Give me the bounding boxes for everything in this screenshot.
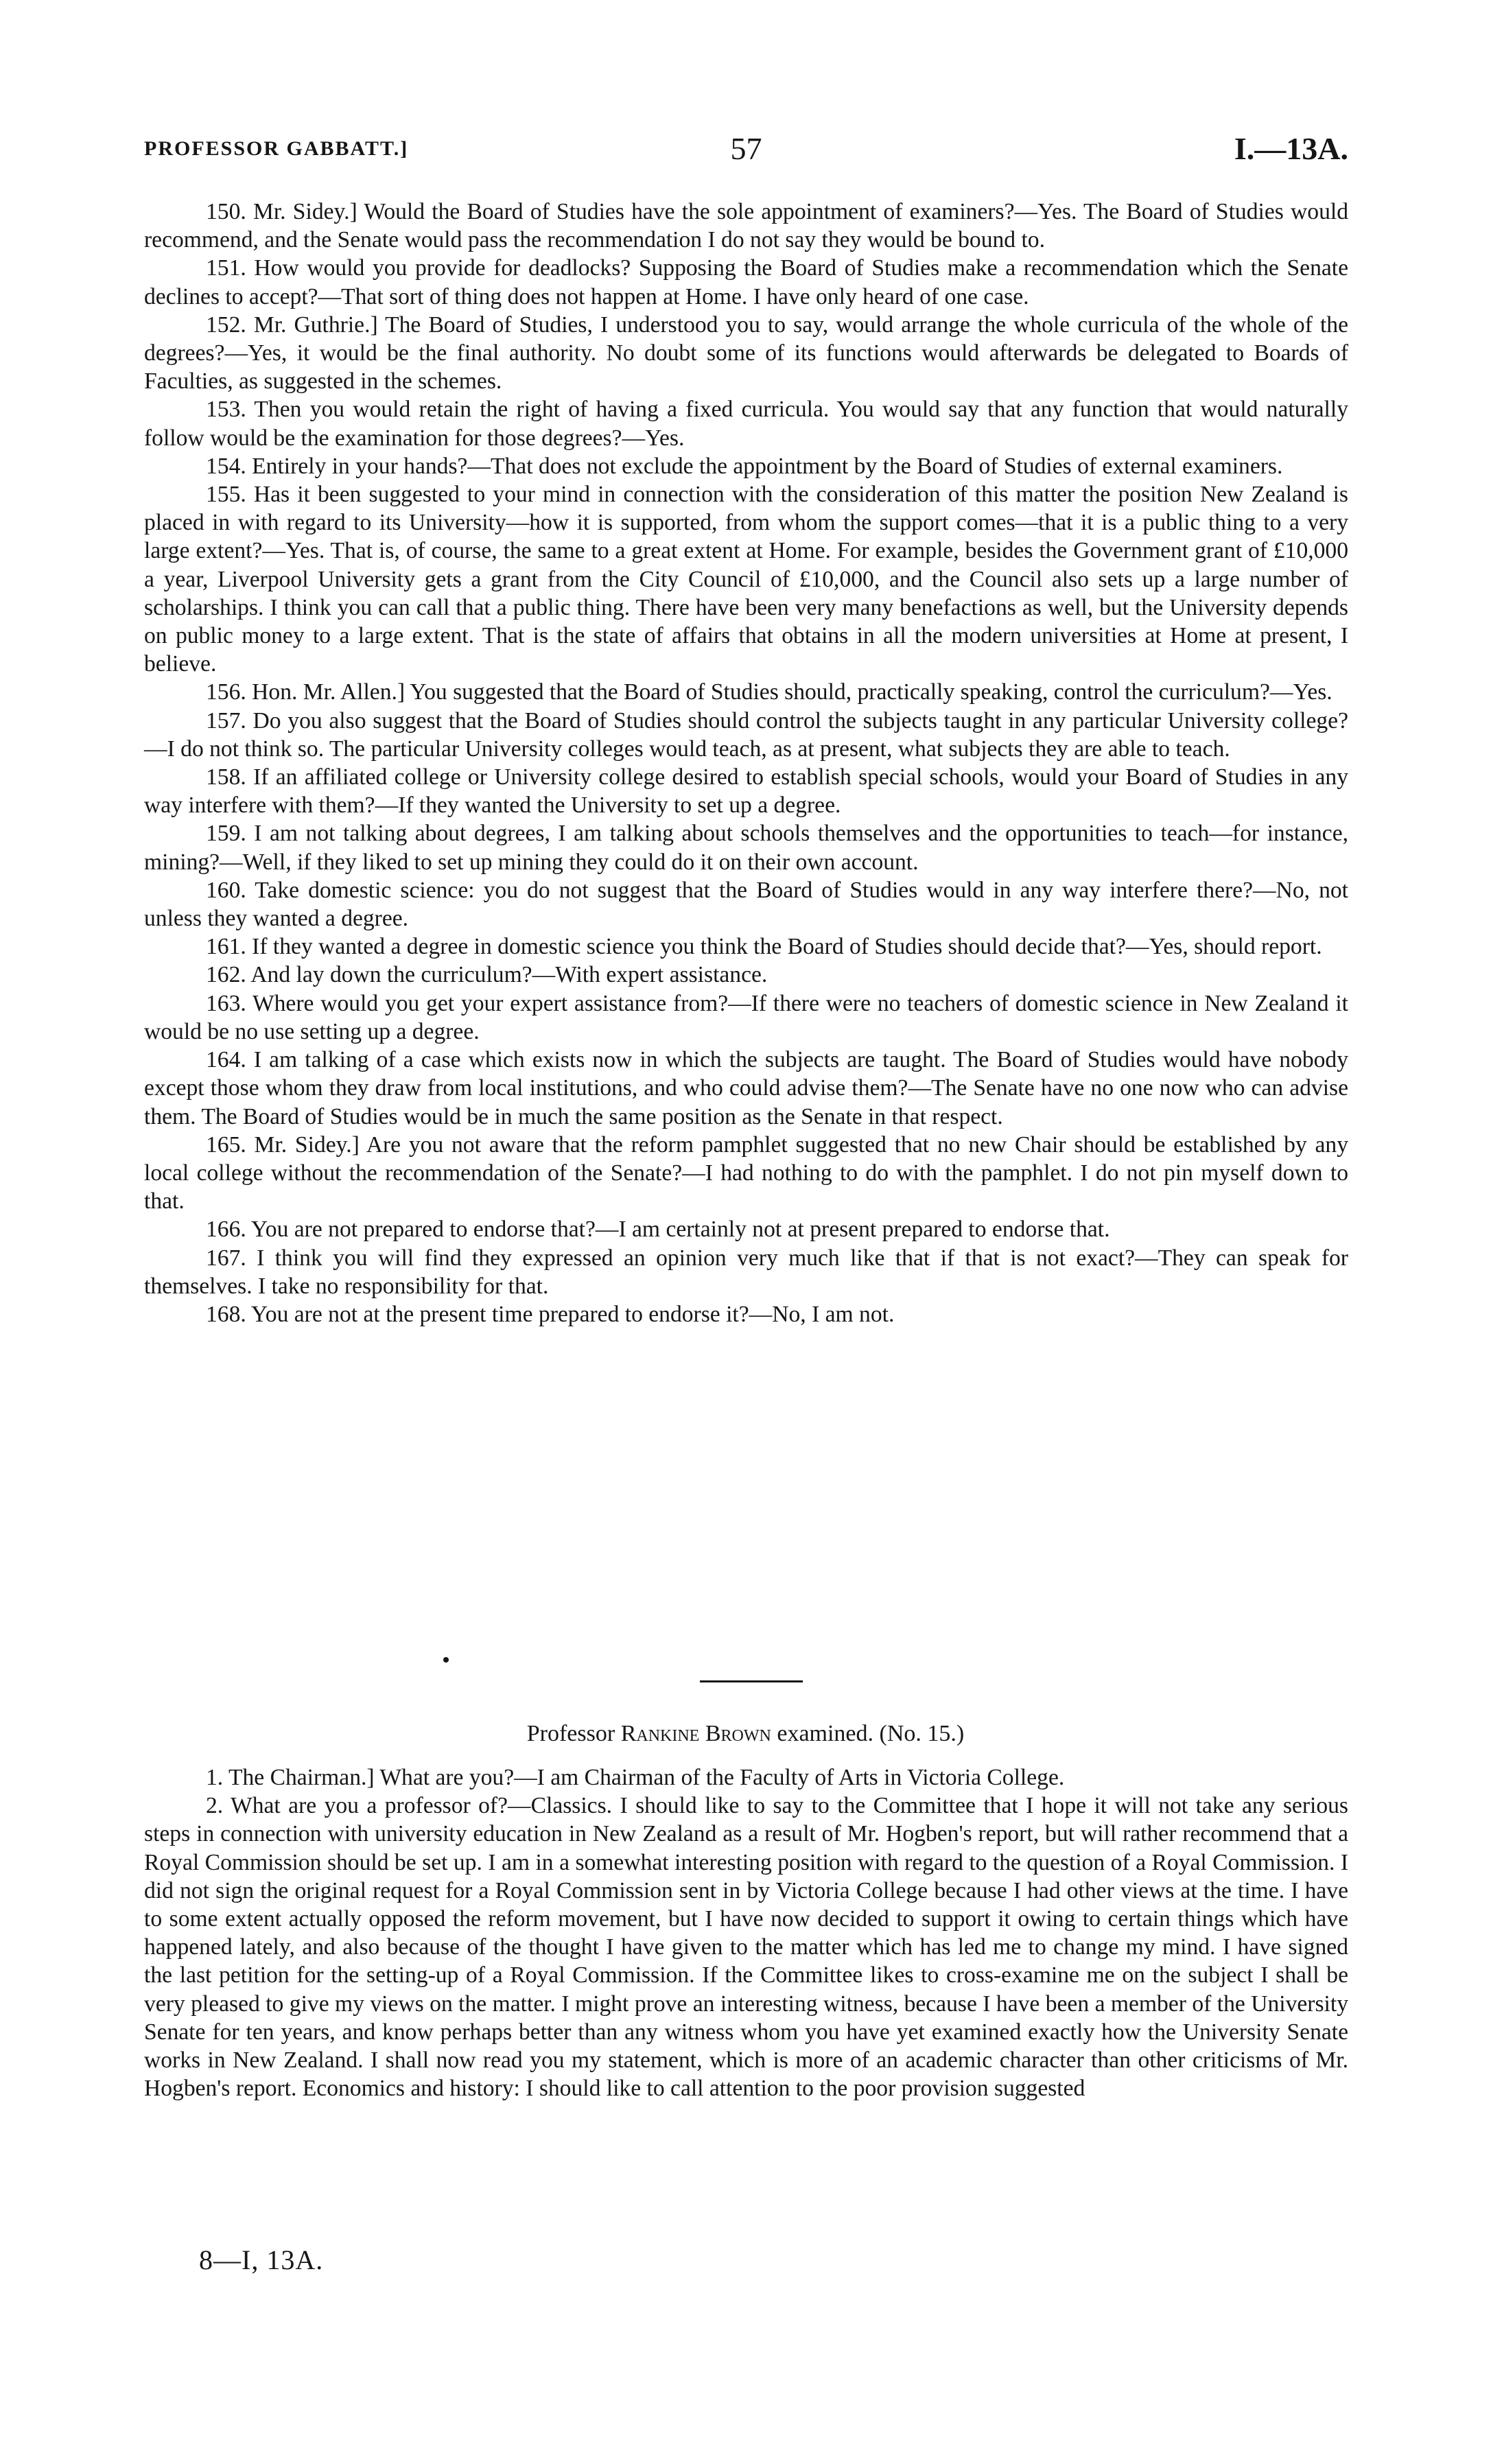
witness-heading [0,1721,1491,1747]
paragraph-151: 151. How would you provide for deadlocks? Supposing the Board of Studies make a recommendation which the Senate declines to accept?—That sort of thing does not happen at Home. I have only heard of one case. [144,255,1348,309]
paragraph-155: 155. Has it been suggested to your mind in connection with the consideration of this matter the position New Zealand is placed in with regard to its University—how it is supported, from whom the support comes—that it is a public thing to a very large extent?—Yes. That is, of course, the same to a great extent at Home. For example, besides the Government grant of £10,000 a year, Liverpool University gets a grant from the City Council of £10,000, and the Council also sets up a large number of scholarships. I think you can call that a public thing. There have been very many benefactions as well, but the University depends on public money to a large extent. That is the state of affairs that obtains in all the modern universities at Home at present, I believe. [144,482,1348,677]
paragraph-168: 168. You are not at the present time prepared to endorse it?—No, I am not. [206,1301,895,1327]
paragraph-164: 164. I am talking of a case which exists now in which the subjects are taught. The Board of Studies would have nobody except those whom they draw from local institutions, and who could advise them?—The Senate have no one now who can advise them. The Board of Studies would be in much the same position as the Senate in that respect. [144,1047,1348,1129]
paragraph-150: 150. Mr. Sidey.] Would the Board of Studies have the sole appointment of examiners?—Yes. The Board of Studies would recommend, and the Senate would pass the recommendation I do not say they would be bound to. [144,199,1348,253]
paragraph-161: 161. If they wanted a degree in domestic science you think the Board of Studies should decide that?—Yes, should report. [206,934,1322,960]
witness-number: (No. 15.) [879,1721,965,1746]
paragraph-163: 163. Where would you get your expert assistance from?—If there were no teachers of domestic science in New Zealand it would be no use setting up a degree. [144,990,1348,1044]
section-divider [700,1680,803,1682]
witness-name: Rankine Brown [620,1721,771,1746]
paragraph-153: 153. Then you would retain the right of having a fixed curricula. You would say that any function that would naturally follow would be the examination for those degrees?—Yes. [144,397,1348,451]
running-head [144,130,1348,172]
signature-mark: 8—I, 13A. [199,2244,324,2275]
paragraph-165: 165. Mr. Sidey.] Are you not aware that the reform pamphlet suggested that no new Chair should be established by any local college without the recommendation of the Senate?—I had nothing to do with the pamphlet. I do not pin myself down to that. [144,1131,1348,1215]
page-number: 57 [730,131,762,166]
evidence-section-gabbatt [144,198,1348,1328]
evidence-section-rankine-brown [144,1763,1348,2102]
paragraph-2: 2. What are you a professor of?—Classics. I should like to say to the Committee that I hope it will not take any serious steps in connection with university education in New Zealand as a result of Mr. Hogben's report, but will rather recommend that a Royal Commission should be set up. I am in a somewhat interesting position with regard to the question of a Royal Commission. I did not sign the original request for a Royal Commission sent in by Victoria College because I had other views at the time. I have to some extent actually opposed the reform movement, but I have now decided to support it owing to certain things which have happened lately, and also because of the thought I have given to the matter which has led me to change my mind. I have signed the last petition for the setting-up of a Royal Commission. If the Committee likes to cross-examine me on the subject I shall be very pleased to give my views on the matter. I might prove an interesting witness, because I have been a member of the University Senate for ten years, and know perhaps better than any witness whom you have yet examined exactly how the University Senate works in New Zealand. I shall now read you my statement, which is more of an academic character than other criticisms of Mr. Hogben's report. Economics and history: I should like to call attention to the poor provision suggested [144,1793,1348,2102]
paragraph-167: 167. I think you will find they expressed an opinion very much like that if that is not exact?—They can speak for themselves. I take no responsibility for that. [144,1245,1348,1299]
heading-prefix: Professor [526,1721,615,1746]
paragraph-152: 152. Mr. Guthrie.] The Board of Studies, I understood you to say, would arrange the whole curricula of the whole of the degrees?—Yes, it would be the final authority. No doubt some of its functions would afterwards be delegated to Boards of Faculties, as suggested in the schemes. [144,312,1348,395]
paragraph-157: 157. Do you also suggest that the Board of Studies should control the subjects taught in any particular University college?—I do not think so. The particular University colleges would teach, as at present, what subjects they are able to teach. [144,707,1348,762]
stray-dot [443,1657,449,1663]
paper-reference: I.—13A. [1234,131,1348,166]
paragraph-166: 166. You are not prepared to endorse that?—I am certainly not at present prepared to endorse that. [206,1217,1110,1243]
paragraph-1: 1. The Chairman.] What are you?—I am Chairman of the Faculty of Arts in Victoria College. [206,1765,1065,1790]
paragraph-162: 162. And lay down the curriculum?—With expert assistance. [206,962,768,988]
heading-suffix: examined. [777,1721,874,1746]
paragraph-158: 158. If an affiliated college or University college desired to establish special schools, would your Board of Studies in any way interfere with them?—If they wanted the University to set up a degree. [144,764,1348,819]
paragraph-159: 159. I am not talking about degrees, I am talking about schools themselves and the opportunities to teach—for instance, mining?—Well, if they liked to set up mining they could do it on their own account. [144,821,1348,875]
running-head-title: PROFESSOR GABBATT.] [144,137,409,160]
paragraph-156: 156. Hon. Mr. Allen.] You suggested that the Board of Studies should, practically speaking, control the curriculum?—Yes. [206,679,1332,705]
paragraph-154: 154. Entirely in your hands?—That does not exclude the appointment by the Board of Studies of external examiners. [206,453,1283,479]
paragraph-160: 160. Take domestic science: you do not suggest that the Board of Studies would in any way interfere there?—No, not unless they wanted a degree. [144,877,1348,932]
